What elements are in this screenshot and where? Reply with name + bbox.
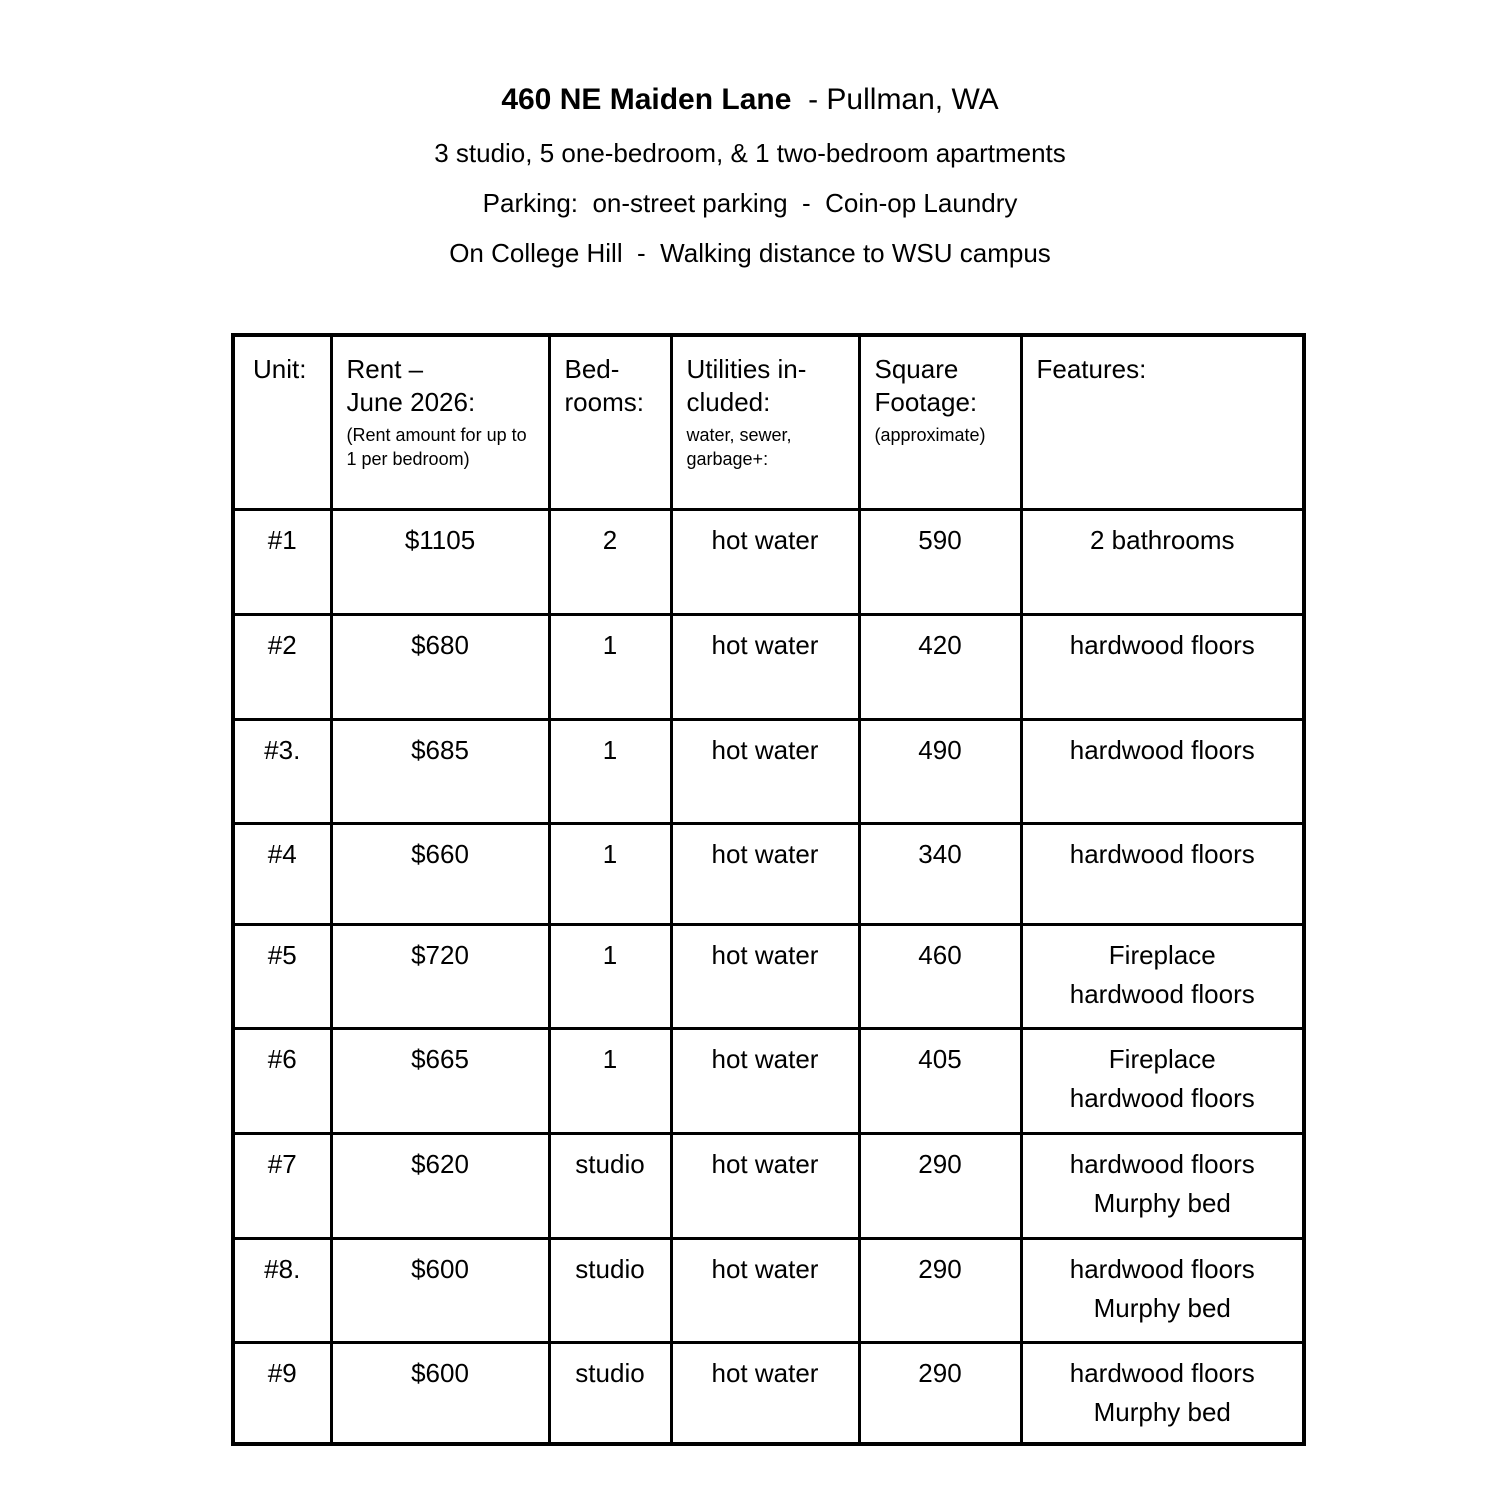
parking-laundry-info: Parking: on-street parking - Coin-op Laundry [482, 188, 1018, 218]
cell-unit: #2 [233, 615, 331, 720]
cell-unit: #7 [233, 1134, 331, 1239]
cell-utilities: hot water [671, 824, 859, 925]
cell-sqft: 490 [859, 720, 1021, 824]
cell-utilities: hot water [671, 720, 859, 824]
table-row [233, 925, 1304, 1029]
cell-bedrooms: 1 [549, 720, 671, 824]
header-square-footage: Square Footage: (approximate) [859, 335, 1021, 510]
header-rent: Rent – June 2026: (Rent amount for up to 1 per bedroom) [331, 335, 549, 510]
cell-rent: $680 [331, 615, 549, 720]
cell-rent: $1105 [331, 510, 549, 615]
table-row [233, 720, 1304, 824]
table-header-row [233, 335, 1304, 510]
cell-bedrooms: 1 [549, 615, 671, 720]
cell-rent: $720 [331, 925, 549, 1029]
utilities-note: water, sewer, garbage+: [686, 425, 792, 469]
cell-bedrooms: 1 [549, 925, 671, 1029]
header-utilities: Utilities in- cluded: water, sewer, garbage+: [671, 335, 859, 510]
rent-note: (Rent amount for up to 1 per bedroom) [346, 425, 527, 469]
page-title [0, 78, 1500, 122]
cell-sqft: 590 [859, 510, 1021, 615]
square-footage-note: (approximate) [874, 425, 986, 445]
property-address: 460 NE Maiden Lane [501, 83, 792, 116]
cell-unit: #5 [233, 925, 331, 1029]
cell-utilities: hot water [671, 1343, 859, 1445]
cell-features: Fireplace hardwood floors [1021, 925, 1304, 1029]
table-row [233, 1134, 1304, 1239]
table-row [233, 615, 1304, 720]
cell-sqft: 460 [859, 925, 1021, 1029]
table-row [233, 510, 1304, 615]
cell-sqft: 340 [859, 824, 1021, 925]
cell-bedrooms: studio [549, 1343, 671, 1445]
cell-features: hardwood floors Murphy bed [1021, 1343, 1304, 1445]
cell-bedrooms: 2 [549, 510, 671, 615]
cell-utilities: hot water [671, 925, 859, 1029]
header-features: Features: [1021, 335, 1304, 510]
cell-sqft: 290 [859, 1343, 1021, 1445]
cell-features: hardwood floors [1021, 615, 1304, 720]
cell-utilities: hot water [671, 1029, 859, 1134]
cell-sqft: 420 [859, 615, 1021, 720]
property-city: - Pullman, WA [791, 83, 999, 116]
cell-rent: $620 [331, 1134, 549, 1239]
cell-unit: #6 [233, 1029, 331, 1134]
cell-bedrooms: studio [549, 1134, 671, 1239]
cell-bedrooms: 1 [549, 1029, 671, 1134]
cell-features: hardwood floors Murphy bed [1021, 1239, 1304, 1343]
table-row [233, 1029, 1304, 1134]
cell-rent: $685 [331, 720, 549, 824]
cell-utilities: hot water [671, 615, 859, 720]
cell-features: hardwood floors [1021, 824, 1304, 925]
cell-features: hardwood floors [1021, 720, 1304, 824]
cell-bedrooms: 1 [549, 824, 671, 925]
cell-unit: #8. [233, 1239, 331, 1343]
cell-utilities: hot water [671, 1134, 859, 1239]
header-bedrooms: Bed- rooms: [549, 335, 671, 510]
cell-rent: $660 [331, 824, 549, 925]
table-row [233, 1239, 1304, 1343]
units-table [231, 333, 1306, 1446]
cell-features: 2 bathrooms [1021, 510, 1304, 615]
cell-unit: #1 [233, 510, 331, 615]
table-row [233, 1343, 1304, 1445]
cell-rent: $665 [331, 1029, 549, 1134]
cell-rent: $600 [331, 1343, 549, 1445]
table-row [233, 824, 1304, 925]
cell-sqft: 405 [859, 1029, 1021, 1134]
cell-rent: $600 [331, 1239, 549, 1343]
cell-unit: #9 [233, 1343, 331, 1445]
cell-utilities: hot water [671, 1239, 859, 1343]
cell-unit: #4 [233, 824, 331, 925]
cell-features: Fireplace hardwood floors [1021, 1029, 1304, 1134]
cell-sqft: 290 [859, 1134, 1021, 1239]
header-unit: Unit: [233, 335, 331, 510]
cell-utilities: hot water [671, 510, 859, 615]
cell-bedrooms: studio [549, 1239, 671, 1343]
page-header [0, 78, 1500, 278]
cell-features: hardwood floors Murphy bed [1021, 1134, 1304, 1239]
cell-unit: #3. [233, 720, 331, 824]
location-info: On College Hill - Walking distance to WSU campus [449, 238, 1051, 268]
cell-sqft: 290 [859, 1239, 1021, 1343]
unit-mix-summary: 3 studio, 5 one-bedroom, & 1 two-bedroom apartments [434, 138, 1066, 168]
